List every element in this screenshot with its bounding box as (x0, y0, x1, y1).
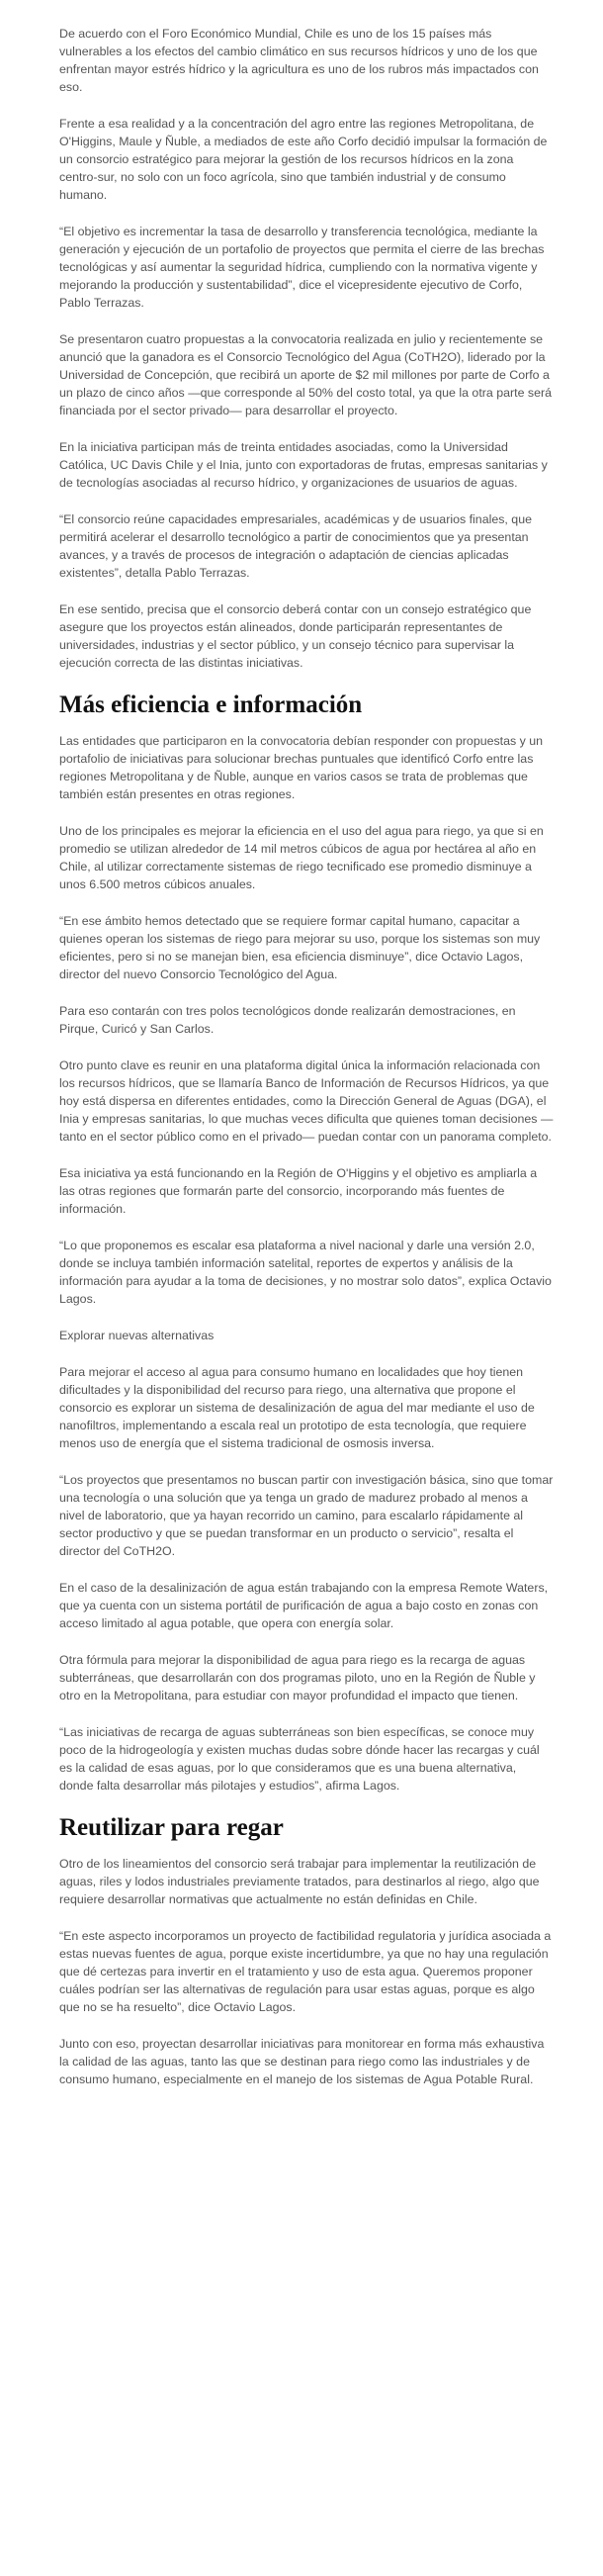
paragraph: “En este aspecto incorporamos un proyecto de factibilidad regulatoria y jurídica asociada a estas nuevas fuentes de agua, porque existe incertidumbre, ya que no hay una regulación que dé certezas para invertir en el tratamiento y uso de esta agua. Queremos proponer cuáles podrían ser las alternativas de regulación para usar estas aguas, porque es algo que no se ha resuelto”, dice Octavio Lagos. (59, 1929, 552, 2014)
section-heading-efficiency: Más eficiencia e información (59, 691, 363, 718)
paragraph: “El consorcio reúne capacidades empresariales, académicas y de usuarios finales, que permitirá acelerar el desarrollo tecnológico a partir de conocimientos que ya presentan avances, y a través de procesos de integración o adaptación de ciencias aplicadas existentes”, detalla Pablo Terrazas. (59, 512, 532, 580)
paragraph: Junto con eso, proyectan desarrollar iniciativas para monitorear en forma más exhaustiva la calidad de las aguas, tanto las que se destinan para riego como las industriales y de consumo humano, especialmente en el manejo de los sistemas de Agua Potable Rural. (59, 2037, 545, 2086)
paragraph: Frente a esa realidad y a la concentración del agro entre las regiones Metropolitana, de O'Higgins, Maule y Ñuble, a mediados de este año Corfo decidió impulsar la formación de un consorcio estratégico para mejorar la gestión de los recursos hídricos en la zona centro-sur, no solo con un foco agrícola, sino que también industrial y de consumo humano. (59, 117, 548, 202)
paragraph: Uno de los principales es mejorar la eficiencia en el uso del agua para riego, ya que si en promedio se utilizan alrededor de 14 mil metros cúbicos de agua por hectárea al año en Chile, al utilizar correctamente sistemas de riego tecnificado ese promedio disminuye a unos 6.500 metros cúbicos anuales. (59, 824, 544, 891)
paragraph: Otro punto clave es reunir en una plataforma digital única la información relacionada con los recursos hídricos, que se llamaría Banco de Información de Recursos Hídricos, ya que hoy está dispersa en diferentes entidades, como la Dirección General de Aguas (DGA), el Inia y empresas sanitarias, lo que muchas veces dificulta que quienes toman decisiones —tanto en el sector público como en el privado— puedan contar con un panorama completo. (59, 1058, 554, 1144)
paragraph: “Lo que proponemos es escalar esa plataforma a nivel nacional y darle una versión 2.0, donde se incluya también información satelital, reportes de expertos y análisis de la información para ayudar a la toma de decisiones, y no mostrar solo datos”, explica Octavio Lagos. (59, 1239, 552, 1306)
paragraph: En el caso de la desalinización de agua están trabajando con la empresa Remote Waters, que ya cuenta con un sistema portátil de purificación de agua a bajo costo en zonas con acceso limitado al agua potable, que opera con energía solar. (59, 1581, 549, 1630)
paragraph: De acuerdo con el Foro Económico Mundial, Chile es uno de los 15 países más vulnerables a los efectos del cambio climático en sus recursos hídricos y uno de los que enfrentan mayor estrés hídrico y la agricultura es uno de los rubros más impactados con eso. (59, 27, 539, 94)
paragraph: Se presentaron cuatro propuestas a la convocatoria realizada en julio y recientemente se anunció que la ganadora es el Consorcio Tecnológico del Agua (CoTH2O), liderado por la Universidad de Concepción, que recibirá un aporte de $2 mil millones por parte de Corfo a un plazo de cinco años —que corresponde al 50% del costo total, ya que la otra parte será financiada por el sector privado— para desarrollar el proyecto. (59, 332, 553, 417)
paragraph: Esa iniciativa ya está funcionando en la Región de O'Higgins y el objetivo es ampliarla a las otras regiones que formarán parte del consorcio, incorporando más fuentes de información. (59, 1166, 538, 1216)
paragraph: Para mejorar el acceso al agua para consumo humano en localidades que hoy tienen dificultades y la disponibilidad del recurso para riego, una alternativa que propone el consorcio es explorar un sistema de desalinización de agua del mar mediante el uso de nanofiltros, implementando a escala real un prototipo de esta tecnología, que requiere menos uso de energía que el sistema tradicional de osmosis inversa. (59, 1365, 535, 1450)
paragraph: Otro de los lineamientos del consorcio será trabajar para implementar la reutilización de aguas, riles y lodos industriales previamente tratados, para destinarlos al riego, algo que requiere desarrollar normativas que actualmente no están definidas en Chile. (59, 1857, 540, 1906)
paragraph: “En ese ámbito hemos detectado que se requiere formar capital humano, capacitar a quienes operan los sistemas de riego para mejorar su uso, porque los sistemas son muy eficientes, pero si no se manejan bien, esa eficiencia disminuye”, dice Octavio Lagos, director del nuevo Consorcio Tecnológico del Agua. (59, 914, 541, 981)
section-heading-reuse: Reutilizar para regar (59, 1814, 284, 1841)
paragraph: “Las iniciativas de recarga de aguas subterráneas son bien específicas, se conoce muy poco de la hidrogeología y existen muchas dudas sobre dónde hacer las recargas y cuál es la calidad de esas aguas, por lo que consideramos que es una buena alternativa, donde falta desarrollar más pilotajes y estudios”, afirma Lagos. (59, 1725, 540, 1793)
subheading-explore-alternatives: Explorar nuevas alternativas (59, 1329, 215, 1342)
paragraph: Otra fórmula para mejorar la disponibilidad de agua para riego es la recarga de aguas subterráneas, que desarrollarán con dos programas piloto, uno en la Región de Ñuble y otro en la Metropolitana, para estudiar con mayor profundidad el impacto que tienen. (59, 1653, 536, 1702)
paragraph: En la iniciativa participan más de treinta entidades asociadas, como la Universidad Católica, UC Davis Chile y el Inia, junto con exportadoras de frutas, empresas sanitarias y de tecnologías asociadas al recurso hídrico, y organizaciones de usuarios de aguas. (59, 440, 548, 490)
paragraph: Las entidades que participaron en la convocatoria debían responder con propuestas y un portafolio de iniciativas para solucionar brechas puntuales que identificó Corfo entre las regiones Metropolitana y de Ñuble, aunque en varios casos se trata de problemas que también están presentes en otras regiones. (59, 734, 544, 801)
paragraph: En ese sentido, precisa que el consorcio deberá contar con un consejo estratégico que asegure que los proyectos están alineados, donde participarán representantes de universidades, industrias y el sector público, y un consejo técnico para supervisar la ejecución correcta de las distintas iniciativas. (59, 602, 532, 670)
paragraph: “Los proyectos que presentamos no buscan partir con investigación básica, sino que tomar una tecnología o una solución que ya tenga un grado de madurez probado al menos a nivel de laboratorio, que ya hayan recorrido un camino, para escalarlo rápidamente al sector productivo y que se puedan transformar en un producto o servicio”, resalta el director del CoTH2O. (59, 1473, 554, 1558)
paragraph: Para eso contarán con tres polos tecnológicos donde realizarán demostraciones, en Pirque, Curicó y San Carlos. (59, 1004, 516, 1036)
paragraph: “El objetivo es incrementar la tasa de desarrollo y transferencia tecnológica, mediante la generación y ejecución de un portafolio de proyectos que permita el cierre de las brechas tecnológicas y así aumentar la seguridad hídrica, cumpliendo con la normativa vigente y mejorando la producción y sustentabilidad”, dice el vicepresidente ejecutivo de Corfo, Pablo Terrazas. (59, 225, 545, 310)
